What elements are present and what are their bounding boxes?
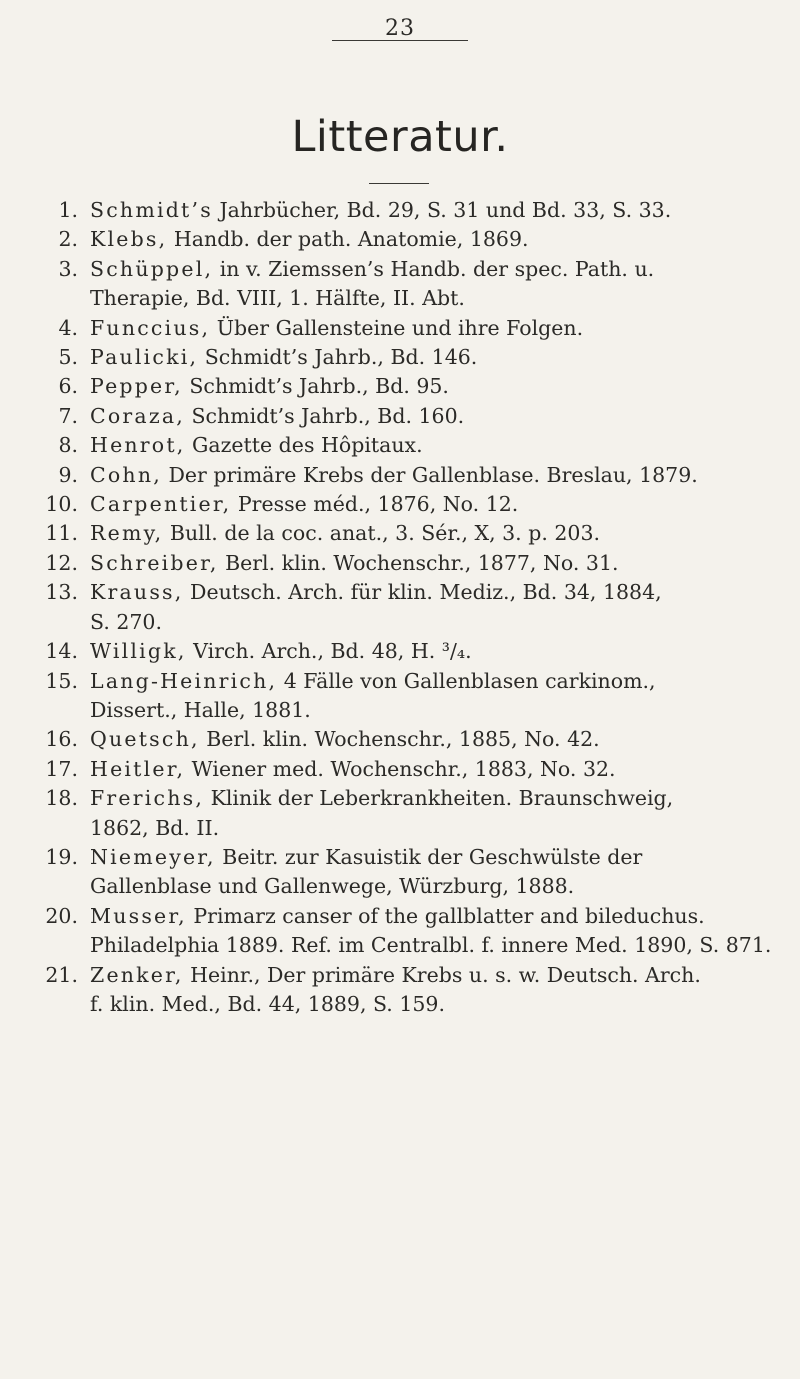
reference-author: Zenker, xyxy=(90,962,184,987)
reference-text: Berl. klin. Wochenschr., 1885, No. 42. xyxy=(199,727,600,752)
reference-item xyxy=(0,784,800,843)
reference-author: Schreiber, xyxy=(90,550,219,575)
reference-number: 2. xyxy=(58,227,78,252)
reference-number: 1. xyxy=(58,198,78,222)
page-heading: Litteratur. xyxy=(291,112,509,162)
reference-item xyxy=(0,519,800,548)
reference-continuation: Philadelphia 1889. Ref. im Centralbl. f. innere Med. 1890, S. 871. xyxy=(90,933,772,958)
reference-item xyxy=(0,255,800,314)
reference-item xyxy=(0,578,800,637)
reference-author: Krauss, xyxy=(90,580,184,605)
reference-text: Wiener med. Wochenschr., 1883, No. 32. xyxy=(185,756,616,781)
reference-continuation: S. 270. xyxy=(90,609,162,634)
reference-author: Cohn, xyxy=(90,462,162,487)
reference-author: Musser, xyxy=(90,903,187,928)
reference-continuation: 1862, Bd. II. xyxy=(90,815,220,840)
reference-number: 3. xyxy=(58,256,78,281)
heading-rule xyxy=(369,183,429,184)
reference-author: Paulicki, xyxy=(90,345,199,370)
reference-text: 4 Fälle von Gallenblasen carkinom., xyxy=(277,668,656,693)
reference-text: Schmidt’s Jahrb., Bd. 146. xyxy=(198,345,478,370)
reference-text: Primarz canser of the gallblatter and bileduchus. xyxy=(186,903,705,928)
reference-number: 12. xyxy=(45,550,78,575)
reference-text: Klinik der Leberkrankheiten. Braunschweig, xyxy=(204,786,674,811)
reference-number: 16. xyxy=(45,727,78,752)
reference-number: 19. xyxy=(45,844,78,869)
reference-author: Schüppel, xyxy=(90,256,214,281)
reference-text: Heinr., Der primäre Krebs u. s. w. Deutsch. Arch. xyxy=(183,962,701,987)
reference-item xyxy=(0,343,800,372)
reference-text: Schmidt’s Jahrb., Bd. 95. xyxy=(182,374,449,399)
reference-number: 18. xyxy=(45,786,78,811)
reference-text: in v. Ziemssen’s Handb. der spec. Path. u. xyxy=(213,256,655,281)
reference-text: Der primäre Krebs der Gallenblase. Breslau, 1879. xyxy=(161,462,698,487)
reference-text: Gazette des Hôpitaux. xyxy=(185,433,423,458)
reference-text: Schmidt’s Jahrb., Bd. 160. xyxy=(185,403,465,428)
reference-item xyxy=(0,902,800,961)
reference-item xyxy=(0,314,800,343)
reference-number: 15. xyxy=(45,668,78,693)
reference-number: 5. xyxy=(58,345,78,370)
reference-item xyxy=(0,667,800,726)
reference-text: Berl. klin. Wochenschr., 1877, No. 31. xyxy=(218,550,619,575)
reference-author: Klebs, xyxy=(90,227,168,252)
reference-author: Pepper, xyxy=(90,374,183,399)
reference-author: Frerichs, xyxy=(90,786,205,811)
reference-number: 20. xyxy=(45,903,78,928)
reference-item xyxy=(0,549,800,578)
reference-item xyxy=(0,490,800,519)
reference-continuation: Therapie, Bd. VIII, 1. Hälfte, II. Abt. xyxy=(90,286,465,311)
reference-number: 10. xyxy=(45,492,78,517)
reference-item xyxy=(0,755,800,784)
reference-item xyxy=(0,196,800,225)
reference-number: 4. xyxy=(58,315,78,340)
reference-item xyxy=(0,961,800,1020)
reference-author: Willigk, xyxy=(90,639,187,664)
reference-author: Henrot, xyxy=(90,433,186,458)
page-number: 23 xyxy=(385,16,415,41)
reference-number: 14. xyxy=(45,639,78,664)
reference-continuation: f. klin. Med., Bd. 44, 1889, S. 159. xyxy=(90,991,445,1016)
reference-item xyxy=(0,843,800,902)
reference-author: Schmidt’s xyxy=(90,198,213,222)
reference-author: Niemeyer, xyxy=(90,844,216,869)
reference-item xyxy=(0,637,800,666)
reference-text: Über Gallensteine und ihre Folgen. xyxy=(210,315,584,340)
reference-author: Carpentier, xyxy=(90,492,232,517)
reference-item xyxy=(0,402,800,431)
reference-item xyxy=(0,725,800,754)
reference-author: Funccius, xyxy=(90,315,211,340)
reference-item xyxy=(0,372,800,401)
reference-text: Deutsch. Arch. für klin. Mediz., Bd. 34, 1884, xyxy=(183,580,662,605)
reference-text: Jahrbücher, Bd. 29, S. 31 und Bd. 33, S. 33. xyxy=(212,198,672,222)
reference-author: Coraza, xyxy=(90,403,185,428)
reference-item xyxy=(0,431,800,460)
reference-list xyxy=(0,196,800,1019)
reference-text: Beitr. zur Kasuistik der Geschwülste der xyxy=(215,844,643,869)
reference-author: Quetsch, xyxy=(90,727,200,752)
reference-number: 21. xyxy=(45,962,78,987)
reference-continuation: Dissert., Halle, 1881. xyxy=(90,697,311,722)
reference-text: Handb. der path. Anatomie, 1869. xyxy=(167,227,529,252)
reference-text: Presse méd., 1876, No. 12. xyxy=(231,492,519,517)
reference-author: Remy, xyxy=(90,521,164,546)
reference-item xyxy=(0,461,800,490)
reference-item xyxy=(0,225,800,254)
reference-text: Bull. de la coc. anat., 3. Sér., X, 3. p. 203. xyxy=(163,521,601,546)
reference-number: 11. xyxy=(45,521,78,546)
reference-author: Heitler, xyxy=(90,756,186,781)
reference-text: Virch. Arch., Bd. 48, H. ³/₄. xyxy=(186,639,472,664)
reference-number: 17. xyxy=(45,756,78,781)
reference-number: 7. xyxy=(58,403,78,428)
reference-number: 13. xyxy=(45,580,78,605)
reference-continuation: Gallenblase und Gallenwege, Würzburg, 1888. xyxy=(90,874,575,899)
reference-author: Lang-Heinrich, xyxy=(90,668,278,693)
reference-number: 9. xyxy=(58,462,78,487)
reference-number: 8. xyxy=(58,433,78,458)
page-number-rule xyxy=(332,40,468,41)
reference-number: 6. xyxy=(58,374,78,399)
